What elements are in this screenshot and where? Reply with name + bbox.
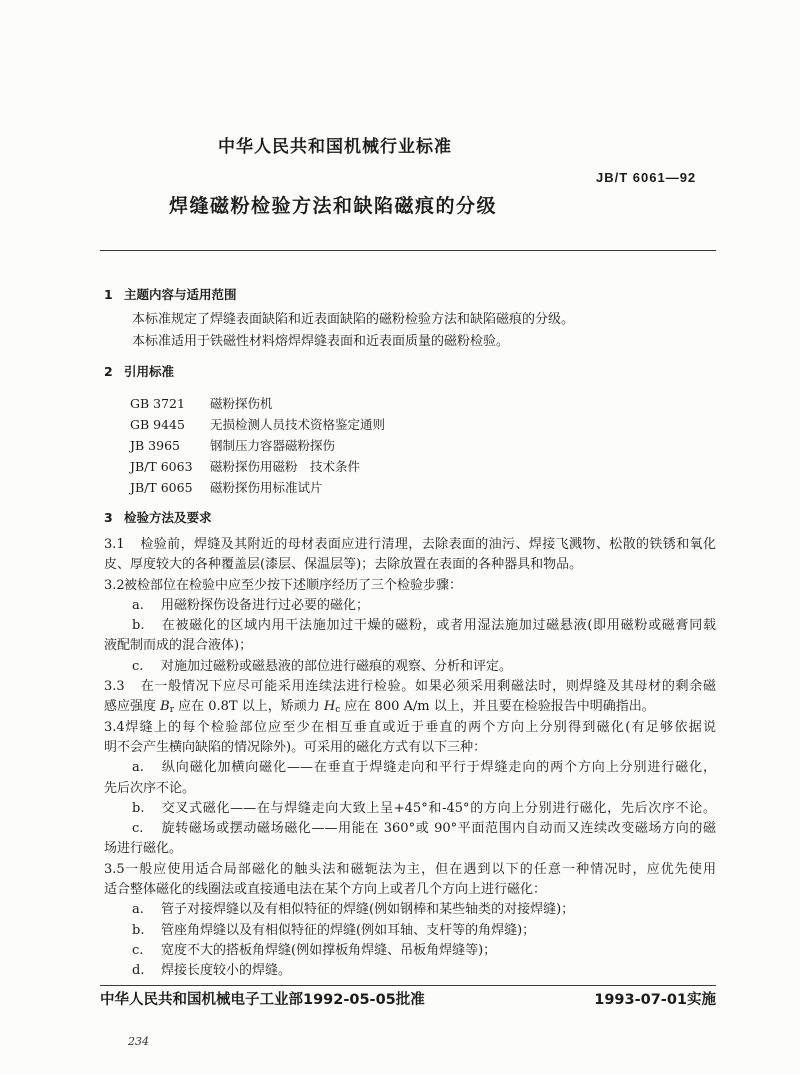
item-text: 纵向磁化加横向磁化——在垂直于焊缝走向和平行于焊缝走向的两个方向上分别进行磁化，	[161, 760, 716, 776]
clause-3-1-line	[104, 555, 716, 575]
clause-3-5-line	[104, 880, 716, 900]
section-2-heading	[104, 362, 174, 382]
item-label: c.	[132, 658, 144, 674]
paragraph: 本标准规定了焊缝表面缺陷和近表面缺陷的磁粉检验方法和缺陷磁痕的分级。	[132, 312, 575, 327]
clause-text: 在一般情况下应尽可能采用连续法进行检验。如果必须采用剩磁法时，则焊缝及其母材的剩余磁	[140, 679, 716, 695]
clause-number: 3.2	[104, 577, 125, 593]
reference-code: JB/T 6065	[130, 480, 193, 495]
clause-text: 应在 800 A/m 以上，并且要在检验报告中明确指出。	[340, 699, 655, 715]
item-text: 宽度不大的搭板角焊缝(例如撑板角焊缝、吊板角焊缝等)；	[161, 942, 497, 958]
list-item	[104, 616, 716, 636]
clause-text: 应在 0.8T 以上，矫顽力	[174, 699, 324, 715]
item-label: c.	[132, 942, 144, 958]
symbol-b-subscript: r	[169, 705, 175, 716]
item-label: d.	[132, 963, 145, 979]
document-title: 焊缝磁粉检验方法和缺陷磁痕的分级	[168, 195, 497, 217]
reference-item	[130, 477, 385, 498]
list-item	[104, 900, 716, 920]
item-label: b.	[132, 618, 145, 634]
list-item	[104, 921, 716, 941]
reference-name: 无损检测人员技术资格鉴定通则	[210, 417, 386, 432]
clause-text: 被检部位在检验中应至少按下述顺序经历了三个检验步骤：	[124, 577, 463, 593]
section-3-heading	[104, 508, 212, 528]
clause-3-3-line	[104, 677, 716, 697]
item-label: a.	[132, 597, 144, 613]
paragraph: 本标准适用于铁磁性材料熔焊焊缝表面和近表面质量的磁粉检验。	[132, 334, 510, 349]
clause-number: 3.4	[104, 719, 125, 735]
clause-3-1-line	[104, 535, 716, 555]
standard-code: JB/T 6061—92	[596, 170, 697, 185]
reference-code: GB 3721	[130, 396, 185, 411]
clause-text: 一般应使用适合局部磁化的触头法和磁轭法为主，但在遇到以下的任意一种情况时，应优先使用	[124, 861, 716, 877]
reference-code: JB 3965	[130, 438, 180, 453]
item-text: 管子对接焊缝以及有相似特征的焊缝(例如钢棒和某些轴类的对接焊缝)；	[161, 902, 575, 918]
section-number: 2	[104, 364, 113, 379]
reference-list	[130, 393, 385, 498]
item-label: b.	[132, 800, 145, 816]
reference-item	[130, 393, 385, 414]
item-label: c.	[132, 821, 144, 837]
reference-item	[130, 456, 385, 477]
section-3-body	[104, 535, 716, 982]
section-title: 引用标准	[124, 364, 175, 379]
clause-3-2-line	[104, 576, 716, 596]
list-item	[104, 961, 716, 981]
section-1-heading	[104, 285, 237, 305]
clause-number: 3.5	[104, 861, 125, 877]
clause-number: 3.3	[104, 679, 125, 695]
item-text: 在被磁化的区域内用干法施加过干燥的磁粉，或者用湿法施加过磁悬液(即用磁粉或磁膏同载	[161, 618, 716, 634]
standard-category: 中华人民共和国机械行业标准	[218, 137, 452, 157]
clause-text: 适合整体磁化的线圈法或直接通电法在某个方向上或者几个方向上进行磁化：	[104, 882, 547, 898]
list-item-continuation	[104, 839, 716, 859]
bottom-rule	[100, 985, 716, 986]
list-item	[104, 657, 716, 677]
item-label: b.	[132, 922, 145, 938]
section-title: 检验方法及要求	[124, 510, 212, 525]
item-text: 场进行磁化。	[104, 841, 183, 857]
reference-code: JB/T 6063	[130, 459, 193, 474]
item-text: 液配制而成的混合液体)；	[104, 638, 253, 654]
clause-text: 焊缝上的每个检验部位应至少在相互垂直或近于垂直的两个方向上分别得到磁化(有足够依据说	[124, 719, 716, 735]
item-label: a.	[132, 902, 144, 918]
symbol-b: B	[160, 699, 170, 715]
item-text: 先后次序不论。	[104, 780, 196, 796]
list-item	[104, 596, 716, 616]
reference-code: GB 9445	[130, 417, 185, 432]
list-item	[104, 819, 716, 839]
clause-3-4-line	[104, 718, 716, 738]
section-number: 3	[104, 510, 113, 525]
item-text: 管座角焊缝以及有相似特征的焊缝(例如耳轴、支杆等的角焊缝)；	[161, 922, 536, 938]
reference-item	[130, 414, 385, 435]
clause-3-4-line	[104, 738, 716, 758]
reference-name: 磁粉探伤机	[210, 396, 273, 411]
reference-name: 磁粉探伤用磁粉 技术条件	[210, 459, 361, 474]
item-text: 对施加过磁粉或磁悬液的部位进行磁痕的观察、分析和评定。	[161, 658, 513, 674]
top-rule	[100, 250, 716, 251]
clause-text: 检验前，焊缝及其附近的母材表面应进行清理，去除表面的油污、焊接飞溅物、松散的铁锈和氧化	[140, 537, 716, 552]
clause-text: 感应强度	[104, 699, 161, 715]
section-1-body	[132, 309, 574, 353]
symbol-h-subscript: c	[335, 705, 341, 716]
item-text: 用磁粉探伤设备进行过必要的磁化；	[161, 597, 370, 613]
reference-item	[130, 435, 385, 456]
clause-3-5-line	[104, 860, 716, 880]
symbol-h: H	[323, 699, 336, 715]
effective-date: 1993-07-01实施	[594, 992, 716, 1008]
reference-name: 磁粉探伤用标准试片	[210, 480, 323, 495]
item-text: 焊接长度较小的焊缝。	[161, 963, 292, 979]
list-item-continuation	[104, 636, 716, 656]
list-item-continuation	[104, 779, 716, 799]
section-title: 主题内容与适用范围	[124, 287, 237, 302]
clause-text: 明不会产生横向缺陷的情况除外)。可采用的磁化方式有以下三种：	[104, 739, 487, 755]
clause-text: 皮、厚度较大的各种覆盖层(漆层、保温层等)；去除放置在表面的各种器具和物品。	[104, 557, 583, 573]
approval-line: 中华人民共和国机械电子工业部1992-05-05批准	[100, 992, 425, 1008]
item-text: 旋转磁场或摆动磁场磁化——用能在 360°或 90°平面范围内自动而又连续改变磁场方向的磁	[161, 821, 716, 837]
list-item	[104, 799, 716, 819]
list-item	[104, 941, 716, 961]
item-text: 交叉式磁化——在与焊缝走向大致上呈+45°和-45°的方向上分别进行磁化，先后次序不论。	[161, 800, 716, 816]
item-label: a.	[132, 760, 144, 776]
reference-name: 钢制压力容器磁粉探伤	[210, 438, 336, 453]
list-item	[104, 758, 716, 778]
section-number: 1	[104, 287, 113, 302]
clause-3-3-line	[104, 697, 716, 717]
clause-number: 3.1	[104, 537, 125, 552]
page-number: 234	[128, 1035, 149, 1048]
